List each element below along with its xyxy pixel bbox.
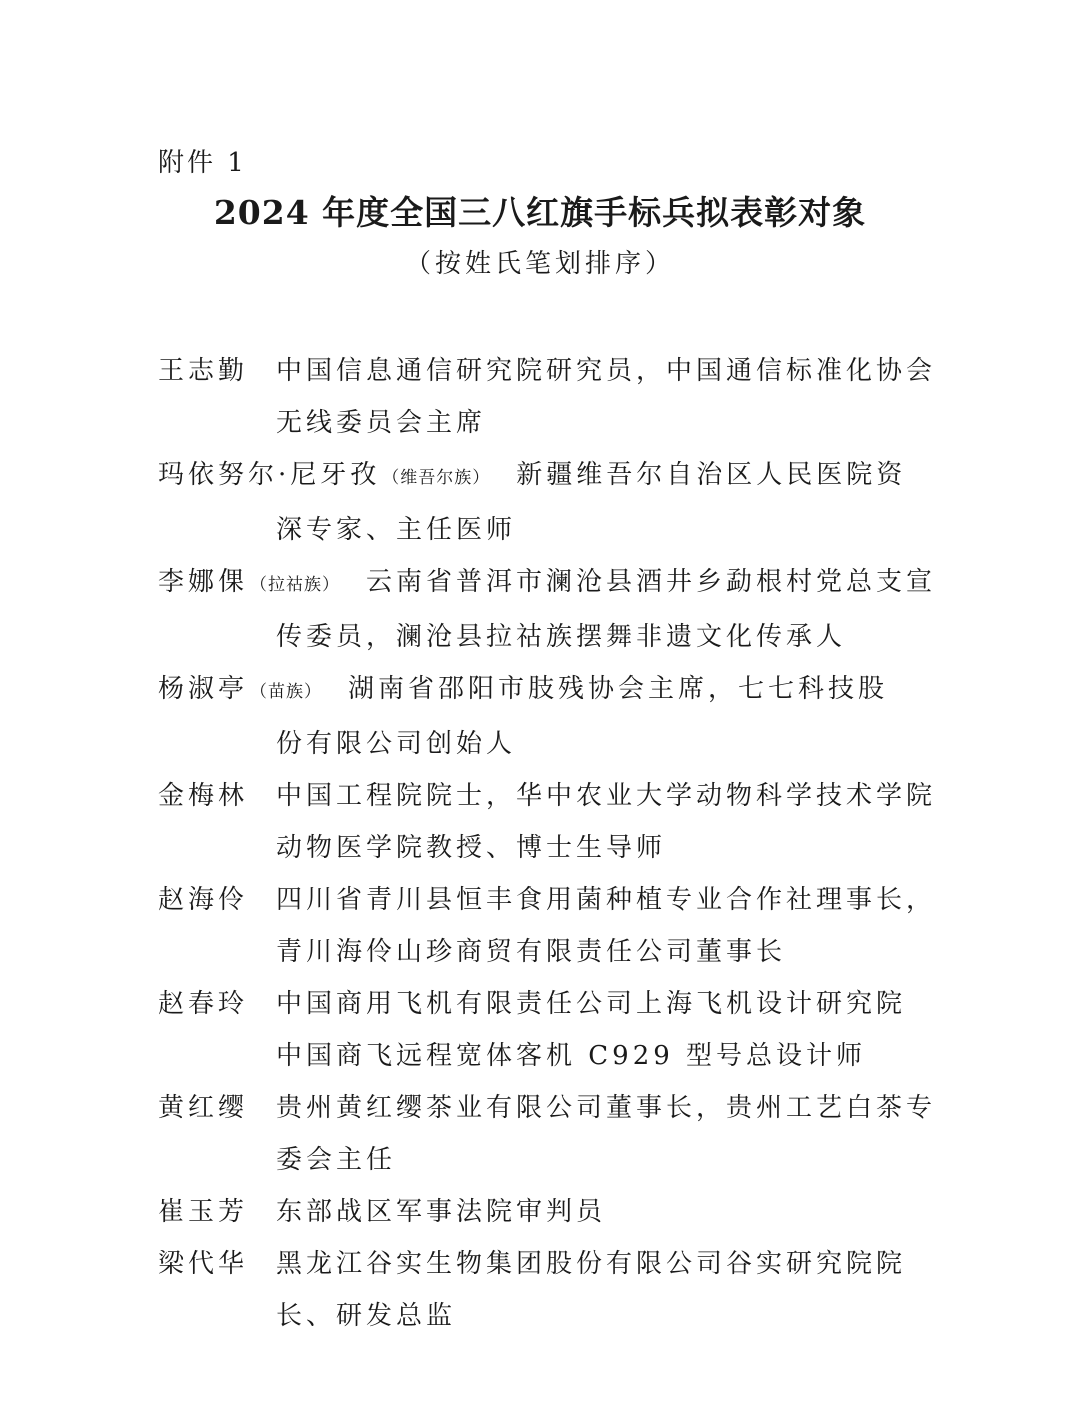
honoree-entry — [158, 449, 958, 556]
honoree-entry — [158, 770, 958, 874]
honoree-entry — [158, 1186, 958, 1238]
attachment-label: 附件 1 — [158, 148, 247, 178]
honoree-entry — [158, 1238, 958, 1342]
honoree-description-line1: 中国工程院院士，华中农业大学动物科学技术学院 — [276, 781, 937, 811]
honoree-entry — [158, 345, 958, 449]
honoree-ethnicity: （维吾尔族） — [382, 468, 491, 488]
honoree-name: 李娜倮 — [158, 567, 249, 597]
honoree-description-line1: 湖南省邵阳市肢残协会主席，七七科技股 — [348, 674, 889, 704]
honoree-description-line2: 中国商飞远程宽体客机 C929 型号总设计师 — [276, 1041, 867, 1071]
honoree-description-line2: 青川海伶山珍商贸有限责任公司董事长 — [276, 937, 787, 967]
honoree-ethnicity: （苗族） — [250, 682, 323, 702]
honoree-entry — [158, 1082, 958, 1186]
entry-first-line — [158, 874, 958, 926]
honoree-description-line1: 黑龙江谷实生物集团股份有限公司谷实研究院院 — [276, 1249, 907, 1279]
honoree-name: 王志勤 — [158, 356, 249, 386]
honoree-description-line1: 云南省普洱市澜沧县酒井乡勐根村党总支宣 — [366, 567, 937, 597]
honoree-entry — [158, 978, 958, 1082]
honoree-entry — [158, 556, 958, 663]
honoree-description-line2: 动物医学院教授、博士生导师 — [276, 833, 667, 863]
entry-first-line — [158, 1186, 958, 1238]
honoree-name: 玛依努尔·尼牙孜 — [158, 460, 381, 490]
honoree-description-line1: 贵州黄红缨茶业有限公司董事长，贵州工艺白茶专 — [276, 1093, 937, 1123]
honoree-description-line2: 传委员，澜沧县拉祜族摆舞非遗文化传承人 — [276, 622, 847, 652]
honoree-description-line2: 委会主任 — [276, 1145, 397, 1175]
honoree-entry — [158, 874, 958, 978]
entry-first-line — [158, 978, 958, 1030]
page-title: 2024 年度全国三八红旗手标兵拟表彰对象 — [213, 193, 867, 232]
entry-first-line — [158, 1238, 958, 1290]
honoree-name: 崔玉芳 — [158, 1197, 249, 1227]
honoree-description-line2: 长、研发总监 — [276, 1301, 457, 1331]
honoree-description-line1: 新疆维吾尔自治区人民医院资 — [516, 460, 907, 490]
honoree-name: 金梅林 — [158, 781, 249, 811]
entry-first-line — [158, 663, 958, 718]
honoree-name: 黄红缨 — [158, 1093, 249, 1123]
page-subtitle: （按姓氏笔划排序） — [404, 249, 675, 279]
honoree-name: 梁代华 — [158, 1249, 249, 1279]
honoree-description-line1: 中国信息通信研究院研究员，中国通信标准化协会 — [276, 356, 937, 386]
entry-first-line — [158, 770, 958, 822]
honoree-description-line1: 四川省青川县恒丰食用菌种植专业合作社理事长， — [276, 885, 937, 915]
honoree-name: 赵海伶 — [158, 885, 249, 915]
honoree-list — [158, 345, 958, 1342]
entry-first-line — [158, 1082, 958, 1134]
honoree-name: 赵春玲 — [158, 989, 249, 1019]
honoree-description-line1: 东部战区军事法院审判员 — [276, 1197, 607, 1227]
honoree-entry — [158, 663, 958, 770]
entry-first-line — [158, 345, 958, 397]
entry-first-line — [158, 556, 958, 611]
honoree-description-line1: 中国商用飞机有限责任公司上海飞机设计研究院 — [276, 989, 907, 1019]
honoree-name: 杨淑亭 — [158, 674, 249, 704]
honoree-description-line2: 份有限公司创始人 — [276, 729, 517, 759]
honoree-description-line2: 深专家、主任医师 — [276, 515, 517, 545]
honoree-description-line2: 无线委员会主席 — [276, 408, 487, 438]
entry-first-line — [158, 449, 958, 504]
honoree-ethnicity: （拉祜族） — [250, 575, 341, 595]
